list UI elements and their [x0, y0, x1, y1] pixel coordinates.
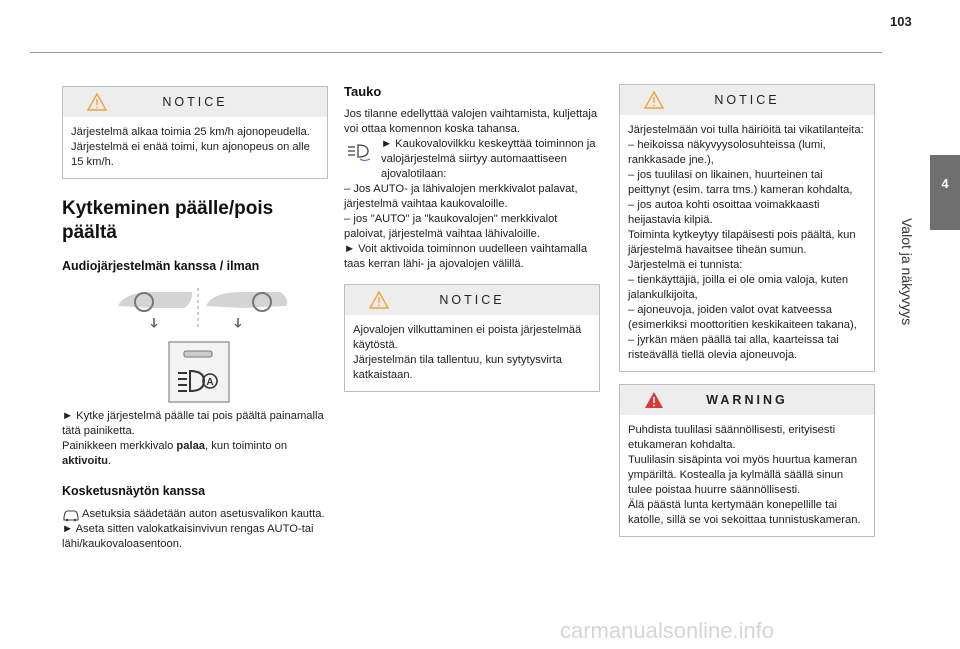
toggle-text-e: . — [108, 455, 112, 467]
toggle-paragraph — [62, 409, 328, 469]
subheading-touchscreen: Kosketusnäytön kanssa — [62, 484, 206, 498]
notice-box-3 — [619, 84, 875, 372]
notice-box-1 — [62, 86, 328, 179]
column-2 — [344, 84, 600, 392]
warning-triangle-icon — [644, 391, 664, 409]
touchscreen-paragraph: ► Aseta sitten valokatkaisinvivun rengas AUTO-tai lähi/kaukovaloasentoon. — [62, 523, 314, 550]
chapter-number: 4 — [941, 176, 949, 191]
car-settings-icon — [62, 508, 80, 522]
steering-wheel-illustration — [114, 284, 294, 330]
flash-text: ► Kaukovalovilkku keskeyttää toiminnon ja valojärjestelmä siirtyy automaattiseen ajovalotilaan: — [381, 138, 596, 180]
toggle-text-c: , kun toiminto on — [205, 440, 288, 452]
notice-title-2: NOTICE — [439, 292, 505, 307]
pause-details: – Jos AUTO- ja lähivalojen merkkivalot palavat, järjestelmä vaihtaa kaukovaloille. – jos "AUTO" ja "kaukovalojen" merkkivalot paloivat, järjestelmä vaihtaa lähivaloille. ► Voit aktivoida toiminnon uudelleen vaihtamalla taas kerran lähi- ja ajovalojen välillä. — [344, 183, 588, 270]
toggle-text-bold-on: palaa — [176, 440, 206, 452]
chapter-title: Valot ja näkyvyys — [899, 218, 915, 326]
notice-title-1: NOTICE — [162, 94, 228, 109]
notice-box-2 — [344, 284, 600, 392]
column-1 — [62, 86, 328, 274]
warning-title: WARNING — [706, 392, 788, 407]
notice-header-2 — [345, 285, 599, 315]
page-number: 103 — [890, 14, 912, 29]
notice-triangle-icon — [87, 93, 107, 111]
notice-body-3: Järjestelmään voi tulla häiriöitä tai vikatilanteita: – heikoissa näkyvyysolosuhteissa (lumi, rankkasade jne.), – jos tuulilasi on likainen, huurteinen tai peittynyt (esim. tarra tms.) kameran kohdalta, – jos autoa kohti osoittaa voimakkaasti heijastavia kilpiä. Toiminta kytkeytyy tilapäisesti pois päältä, kun järjestelmä havaitsee tiheän sumun. Järjestelmä ei tunnista: – tienkäyttäjiä, joilla ei ole omia valoja, kuten jalankulkijoita, – ajoneuvoja, joiden valot ovat katveessa (esimerkiksi moottoritien keskikaiteen takana), – jyrkän mäen päällä tai alla, kaarteissa tai risteävällä tiellä olevia ajoneuvoja. — [628, 124, 864, 361]
warning-header — [620, 385, 874, 415]
subheading-audio: Audiojärjestelmän kanssa / ilman — [62, 259, 260, 273]
touchscreen-setting-line — [62, 507, 328, 522]
pause-intro: Jos tilanne edellyttää valojen vaihtamista, kuljettaja voi ottaa komennon koska tahansa. — [344, 108, 598, 135]
column-3 — [619, 84, 875, 537]
chapter-title-container — [893, 218, 953, 368]
notice-triangle-icon — [644, 91, 664, 109]
notice-title-3: NOTICE — [714, 92, 780, 107]
svg-text:A: A — [206, 377, 214, 388]
touchscreen-setting-text: Asetuksia säädetään auton asetusvalikon kautta. — [82, 508, 325, 520]
auto-high-beam-button-icon — [168, 341, 230, 403]
notice-header-1 — [63, 87, 327, 117]
watermark: carmanualsonline.info — [560, 618, 775, 643]
warning-body: Puhdista tuulilasi säännöllisesti, erityisesti etukameran kohdalta. Tuulilasin sisäpinta voi myös huurtua kameran ympäriltä. Kostealla ja kylmällä säällä sinun tulee poistaa huurre säännöllisesti. Älä päästä lunta kertymään konepellille tai katolle, sillä se voi sekoittaa tunnistuskameran. — [628, 424, 861, 526]
notice-triangle-icon — [369, 291, 389, 309]
section-heading-pause: Tauko — [344, 84, 382, 99]
headlamp-flash-icon — [344, 139, 374, 163]
notice-body-1: Järjestelmä alkaa toimia 25 km/h ajonopeudella. Järjestelmä ei enää toimi, kun ajonopeus on alle 15 km/h. — [71, 126, 310, 168]
header-rule — [30, 52, 882, 53]
section-heading-toggle: Kytkeminen päälle/pois päältä — [62, 198, 274, 243]
toggle-text-a: ► Kytke järjestelmä päälle tai pois päältä painamalla tätä painiketta. Painikkeen merkkivalo — [62, 410, 324, 452]
column-1-lower — [62, 409, 328, 552]
notice-header-3 — [620, 85, 874, 115]
toggle-text-bold-active: aktivoitu — [62, 455, 109, 467]
flash-line — [344, 137, 600, 182]
notice-body-2: Ajovalojen vilkuttaminen ei poista järjestelmää käytöstä. Järjestelmän tila tallentuu, kun sytytysvirta katkaistaan. — [353, 324, 582, 381]
warning-box — [619, 384, 875, 537]
